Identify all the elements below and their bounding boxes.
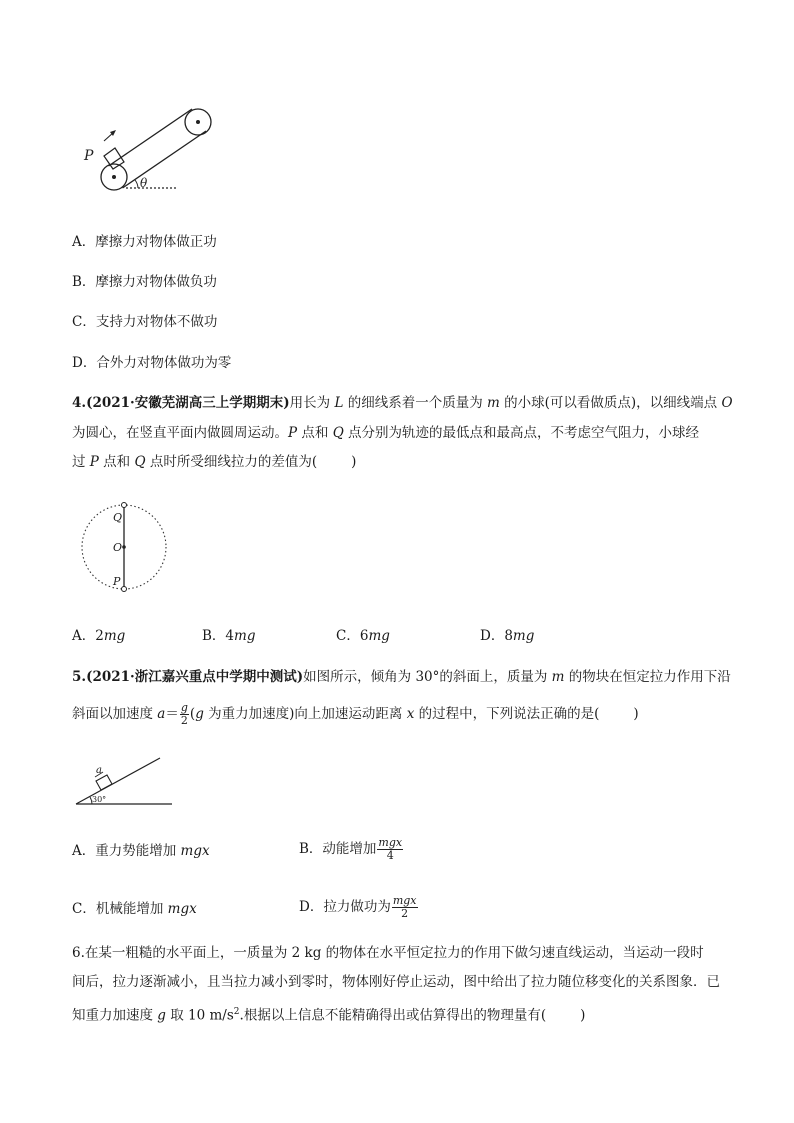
q6-line-1: 6.在某一粗糙的水平面上，一质量为 2 kg 的物体在水平恒定拉力的作用下做匀速直线运动，当运动一段时 xyxy=(72,945,704,961)
label-o: O xyxy=(113,541,123,554)
q5-option-c: C．机械能增加 mgx xyxy=(72,901,197,917)
fraction-g-over-2: $\frac{g}{2}$ xyxy=(180,701,188,727)
option-text: 摩擦力对物体做负功 xyxy=(95,274,217,290)
label-p: P xyxy=(113,575,121,588)
q6-line-2: 间后，拉力逐渐减小，且当拉力减小到零时，物体刚好停止运动，图中给出了拉力随位移变化的关系图象．已 xyxy=(72,974,720,990)
q6-number: 6. xyxy=(72,945,85,961)
label-a: a xyxy=(96,765,102,776)
option-letter: D． xyxy=(72,355,97,371)
q5-line-2: 斜面以加速度 a＝ $\frac{g}{2}$ (g 为重力加速度)向上加速运动距离 x 的过程中，下列说法正确的是( ) xyxy=(72,701,639,727)
q6-line-3: 知重力加速度 g 取 10 $m/s^2$.根据以上信息不能精确得出或估算得出的物理量有( ) xyxy=(72,1007,586,1024)
option-letter: C． xyxy=(72,314,96,330)
block-on-incline xyxy=(96,775,112,790)
fraction-mgx-over-4: $\frac{\text{mgx}}{4}$ xyxy=(378,836,403,862)
q5-line-1: 5.(2021·浙江嘉兴重点中学期中测试)如图所示，倾角为 30°的斜面上，质量为 m 的物块在恒定拉力作用下沿 xyxy=(72,669,731,685)
q5-option-a: A．重力势能增加 mgx xyxy=(72,843,210,859)
option-text: 摩擦力对物体做正功 xyxy=(95,234,217,250)
q5-option-b: B．动能增加 $\frac{\text{mgx}}{4}$ xyxy=(299,836,403,862)
q5-number: 5. xyxy=(72,669,87,685)
q4-option-c: C．6mg xyxy=(336,628,390,644)
q5-source: (2021·浙江嘉兴重点中学期中测试) xyxy=(86,669,304,685)
q5-option-d: D．拉力做功为 $\frac{\text{mgx}}{2}$ xyxy=(299,894,417,920)
q4-option-a: A．2mg xyxy=(72,628,126,644)
q4-option-d: D．8mg xyxy=(480,628,535,644)
option-letter: B． xyxy=(72,274,96,290)
q4-source: (2021·安徽芜湖高三上学期期末) xyxy=(86,395,290,411)
label-p: P xyxy=(84,148,94,164)
label-q: Q xyxy=(113,511,123,524)
q4-line-2: 为圆心，在竖直平面内做圆周运动。P 点和 Q 点分别为轨迹的最低点和最高点，不考虑空气阻力，小球经 xyxy=(72,425,700,441)
option-letter: A． xyxy=(72,234,96,250)
label-30deg: 30° xyxy=(92,795,107,804)
q4-line-1: 4.(2021·安徽芜湖高三上学期期末)用长为 L 的细线系着一个质量为 m 的小球(可以看做质点)，以细线端点 O xyxy=(72,395,733,411)
option-text: 合外力对物体做功为零 xyxy=(96,355,232,371)
fraction-mgx-over-2: $\frac{\text{mgx}}{2}$ xyxy=(392,894,417,920)
label-theta: θ xyxy=(140,176,148,190)
option-text: 支持力对物体不做功 xyxy=(95,314,218,330)
q4-number: 4. xyxy=(72,395,87,411)
q4-line-3: 过 P 点和 Q 点时所受细线拉力的差值为( ) xyxy=(72,454,357,470)
q4-option-b: B．4mg xyxy=(202,628,256,644)
